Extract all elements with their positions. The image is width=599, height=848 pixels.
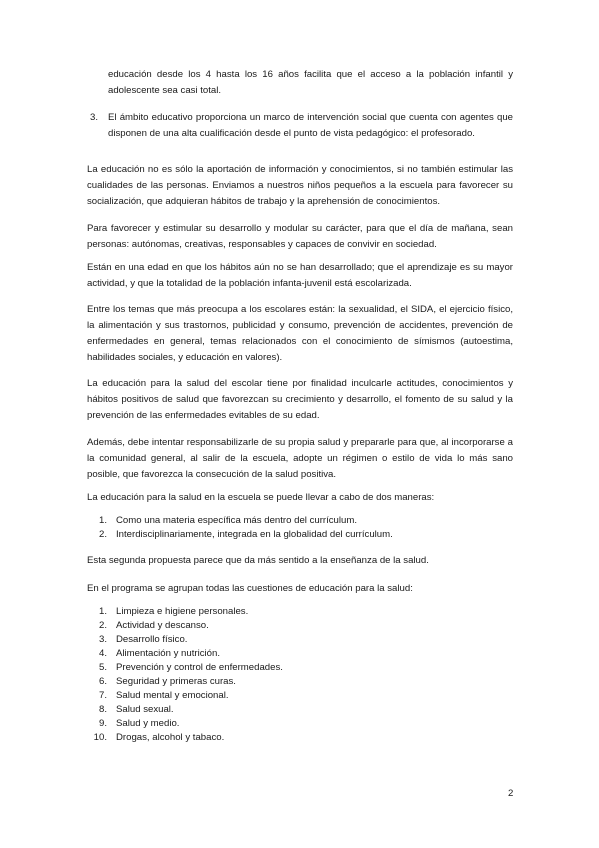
paragraph-health-purpose: La educación para la salud del escolar tiene por finalidad inculcarle actitudes, conocimientos y hábitos positivos de salud que favorezcan su crecimiento y desarrollo, el fomento de su salud y la prevención de las enfermedades evitables de su edad.: [87, 378, 513, 421]
list-item: [88, 731, 283, 745]
list-item-number: 10.: [93, 732, 107, 743]
list-item-text: Prevención y control de enfermedades.: [116, 662, 283, 673]
list-item: [88, 717, 283, 731]
list-item-text: Como una materia específica más dentro del currículum.: [116, 515, 358, 526]
list-item: [88, 647, 283, 661]
list-item-continuation: educación desde los 4 hasta los 16 años facilita que el acceso a la población infantil y adolescente sea casi total.: [108, 69, 513, 96]
paragraph-second-proposal: Esta segunda propuesta parece que da más sentido a la enseñanza de la salud.: [87, 555, 429, 566]
paragraph-education-definition: La educación no es sólo la aportación de información y conocimientos, si no también estimular las cualidades de las personas. Enviamos a nuestros niños pequeños a la escuela para favorecer su socialización, que adquieran hábitos de trabajo y la aprehensión de conocimientos.: [87, 164, 513, 207]
page-number: 2: [508, 788, 514, 799]
list-item-text: Limpieza e higiene personales.: [116, 606, 249, 617]
list-item: [88, 619, 283, 633]
list-item-text: Salud y medio.: [116, 718, 180, 729]
list-item-number: 2.: [98, 529, 107, 540]
list-item-text: El ámbito educativo proporciona un marco de intervención social que cuenta con agentes que disponen de una alta cualificación desde el punto de vista pedagógico: el profesorado.: [108, 112, 513, 139]
list-item-number: 4.: [98, 648, 107, 659]
list-item: [88, 661, 283, 675]
list-item: [88, 605, 283, 619]
paragraph-development: Para favorecer y estimular su desarrollo y modular su carácter, para que el día de mañana, sean personas: autónomas, creativas, responsables y capaces de convivir en sociedad.: [87, 223, 513, 250]
list-item-text: Interdisciplinariamente, integrada en la globalidad del currículum.: [116, 529, 393, 540]
paragraph-two-ways-intro: La educación para la salud en la escuela se puede llevar a cabo de dos maneras:: [87, 492, 435, 503]
list-item: [88, 689, 283, 703]
list-item-text: Drogas, alcohol y tabaco.: [116, 732, 225, 743]
list-item-text: Actividad y descanso.: [116, 620, 209, 631]
list-item-number: 1.: [98, 515, 107, 526]
list-item: [88, 528, 393, 542]
paragraph-program-intro: En el programa se agrupan todas las cuestiones de educación para la salud:: [87, 583, 413, 594]
paragraph-responsibility: Además, debe intentar responsabilizarle de su propia salud y prepararle para que, al incorporarse a la comunidad general, al salir de la escuela, adopte un régimen o estilo de vida lo más sano posible, que favorezca la consecución de la salud positiva.: [87, 437, 513, 480]
list-item-text: Alimentación y nutrición.: [116, 648, 220, 659]
list-item-text: Salud mental y emocional.: [116, 690, 229, 701]
list-item-number: 1.: [98, 606, 107, 617]
list-item-number: 3.: [98, 634, 107, 645]
paragraph-age-habits: Están en una edad en que los hábitos aún no se han desarrollado; que el aprendizaje es su mayor actividad, y que la totalidad de la población infanta-juvenil está escolarizada.: [87, 262, 513, 289]
list-item-number: 7.: [98, 690, 107, 701]
paragraph-topics-concern: Entre los temas que más preocupa a los escolares están: la sexualidad, el SIDA, el ejercicio físico, la alimentación y sus trastornos, publicidad y consumo, prevención de accidentes, prevención de enfermedades en general, temas relacionados con el conocimiento de símismos (autoestima, habilidades sociales, y educación en valores).: [87, 304, 513, 363]
list-item-text: Salud sexual.: [116, 704, 174, 715]
list-item: [88, 633, 283, 647]
list-item-number: 3.: [90, 112, 99, 123]
list-item-number: 8.: [98, 704, 107, 715]
list-item: [88, 675, 283, 689]
list-health-topics: [88, 605, 283, 745]
list-item-number: 9.: [98, 718, 107, 729]
list-item-number: 2.: [98, 620, 107, 631]
list-item: [88, 514, 393, 528]
list-item-text: Desarrollo físico.: [116, 634, 188, 645]
list-item-3: [90, 110, 513, 142]
list-item-number: 5.: [98, 662, 107, 673]
list-item: [88, 703, 283, 717]
list-ways: [88, 514, 393, 542]
list-item-text: Seguridad y primeras curas.: [116, 676, 236, 687]
list-item-number: 6.: [98, 676, 107, 687]
